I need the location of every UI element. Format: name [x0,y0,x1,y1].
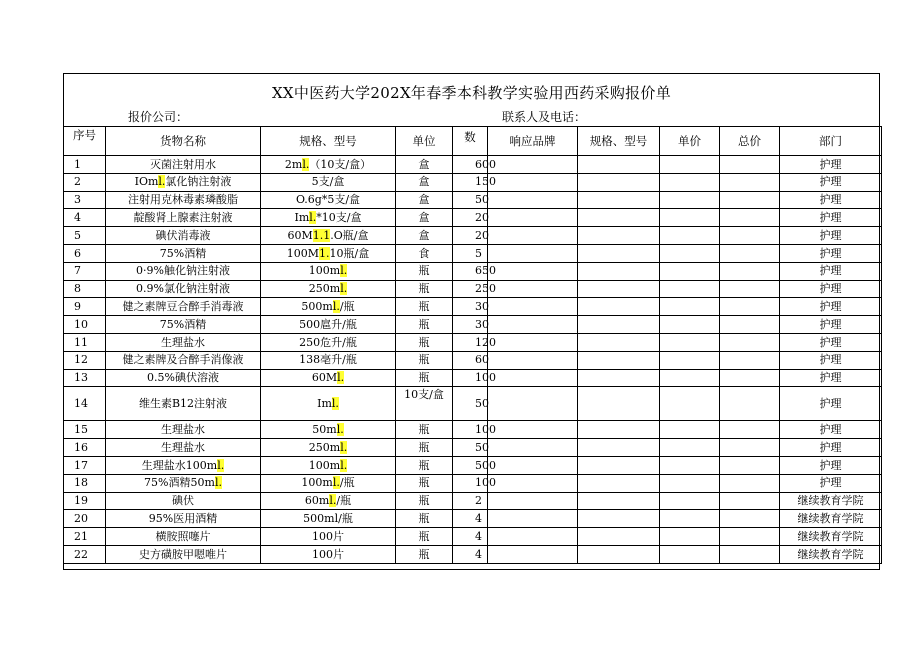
col-header-index: 序号 [64,127,106,156]
goods-name-cell: 健之素牌豆合醉手消毒液 [106,298,261,316]
unit-cell: 瓶 [396,333,453,351]
unit-cell: 10支/盒 [396,387,453,421]
goods-name-cell: 靛酸肾上腺素注射液 [106,209,261,227]
goods-name-cell: 碘伏 [106,492,261,510]
goods-name-cell: 75%酒精50ml. [106,474,261,492]
brand-cell [488,492,578,510]
highlighted-text: l. [340,458,348,472]
table-row [64,191,882,209]
total-price-cell [720,351,780,369]
quantity-cell: 600 [453,156,488,174]
unit-price-cell [660,333,720,351]
total-price-cell [720,528,780,546]
goods-name-cell: 0.5%碘伏溶液 [106,369,261,387]
unit-price-cell [660,456,720,474]
goods-name-cell: 75%酒精 [106,244,261,262]
response-spec-cell [578,510,660,528]
brand-cell [488,439,578,457]
unit-cell: 食 [396,244,453,262]
unit-price-cell [660,528,720,546]
brand-cell [488,298,578,316]
spec-cell: 100片 [261,528,396,546]
row-index: 18 [64,474,106,492]
quantity-cell: 5 [453,244,488,262]
row-index: 7 [64,262,106,280]
row-index: 22 [64,545,106,563]
response-spec-cell [578,209,660,227]
row-index: 8 [64,280,106,298]
total-price-cell [720,387,780,421]
row-index: 20 [64,510,106,528]
brand-cell [488,456,578,474]
brand-cell [488,244,578,262]
unit-price-cell [660,209,720,227]
row-index: 17 [64,456,106,474]
unit-price-cell [660,156,720,174]
unit-price-cell [660,369,720,387]
response-spec-cell [578,173,660,191]
unit-cell: 瓶 [396,369,453,387]
response-spec-cell [578,456,660,474]
highlighted-text: 1.1 [312,228,331,242]
total-price-cell [720,156,780,174]
goods-name-cell: 生理盐水 [106,333,261,351]
total-price-cell [720,209,780,227]
row-index: 10 [64,316,106,334]
goods-name-cell: 维生素B12注射液 [106,387,261,421]
department-cell: 护理 [780,387,882,421]
brand-cell [488,280,578,298]
table-row [64,439,882,457]
response-spec-cell [578,316,660,334]
unit-price-cell [660,316,720,334]
col-header-brand: 响应品牌 [488,127,578,156]
spec-cell: 50ml. [261,421,396,439]
department-cell: 护理 [780,474,882,492]
response-spec-cell [578,474,660,492]
brand-cell [488,510,578,528]
response-spec-cell [578,191,660,209]
unit-cell: 盒 [396,209,453,227]
response-spec-cell [578,545,660,563]
spec-cell: 100ml. [261,456,396,474]
table-row [64,209,882,227]
brand-cell [488,156,578,174]
total-price-cell [720,316,780,334]
row-index: 1 [64,156,106,174]
table-row [64,387,882,421]
spec-cell: 60Ml. [261,369,396,387]
unit-cell: 瓶 [396,528,453,546]
row-index: 12 [64,351,106,369]
quantity-cell: 650 [453,262,488,280]
unit-price-cell [660,280,720,298]
brand-cell [488,387,578,421]
unit-cell: 瓶 [396,351,453,369]
department-cell: 护理 [780,316,882,334]
goods-name-cell: 生理盐水100ml. [106,456,261,474]
department-cell: 继续教育学院 [780,492,882,510]
department-cell: 继续教育学院 [780,545,882,563]
table-row [64,156,882,174]
highlighted-text: l. [217,458,225,472]
table-row [64,545,882,563]
total-price-cell [720,474,780,492]
goods-name-cell: 95%医用酒精 [106,510,261,528]
highlighted-text: l. [340,440,348,454]
total-price-cell [720,333,780,351]
department-cell: 护理 [780,173,882,191]
unit-cell: 瓶 [396,439,453,457]
quantity-cell: 4 [453,528,488,546]
department-cell: 护理 [780,298,882,316]
contact-label: 联系人及电话： [502,110,587,124]
unit-cell: 瓶 [396,545,453,563]
brand-cell [488,351,578,369]
unit-price-cell [660,439,720,457]
department-cell: 护理 [780,369,882,387]
unit-cell: 瓶 [396,316,453,334]
response-spec-cell [578,280,660,298]
unit-price-cell [660,351,720,369]
highlighted-text: l. [340,282,348,296]
highlighted-text: l. [337,371,345,385]
col-header-total-price: 总价 [720,127,780,156]
goods-name-cell: 0·9%触化钠注射液 [106,262,261,280]
unit-cell: 瓶 [396,474,453,492]
col-header-unit: 单位 [396,127,453,156]
table-row [64,333,882,351]
spec-cell: 250危升/瓶 [261,333,396,351]
department-cell: 护理 [780,439,882,457]
table-row [64,421,882,439]
spec-cell: 100ml. [261,262,396,280]
spec-cell: 500ml/瓶 [261,510,396,528]
row-index: 21 [64,528,106,546]
unit-cell: 瓶 [396,421,453,439]
quantity-cell: 50 [453,439,488,457]
spec-cell: 5支/盒 [261,173,396,191]
department-cell: 护理 [780,227,882,245]
table-row [64,173,882,191]
row-index: 3 [64,191,106,209]
col-header-unit-price: 单价 [660,127,720,156]
department-cell: 护理 [780,456,882,474]
highlighted-text: l. [340,264,348,278]
table-row [64,510,882,528]
department-cell: 继续教育学院 [780,510,882,528]
spec-cell: 100M1.10瓶/盒 [261,244,396,262]
quantity-cell: 2 [453,492,488,510]
unit-cell: 盒 [396,191,453,209]
row-index: 11 [64,333,106,351]
brand-cell [488,173,578,191]
quantity-cell: 20 [453,209,488,227]
department-cell: 护理 [780,333,882,351]
row-index: 16 [64,439,106,457]
unit-price-cell [660,262,720,280]
unit-cell: 盒 [396,173,453,191]
response-spec-cell [578,333,660,351]
unit-price-cell [660,227,720,245]
row-index: 6 [64,244,106,262]
col-header-spec: 规格、型号 [261,127,396,156]
goods-name-cell: 生理盐水 [106,421,261,439]
spec-cell: 138亳升/瓶 [261,351,396,369]
brand-cell [488,421,578,439]
response-spec-cell [578,492,660,510]
brand-cell [488,545,578,563]
unit-cell: 瓶 [396,456,453,474]
unit-cell: 瓶 [396,280,453,298]
row-index: 4 [64,209,106,227]
response-spec-cell [578,351,660,369]
spec-cell: 60M1.1.O瓶/盒 [261,227,396,245]
row-index: 15 [64,421,106,439]
total-price-cell [720,173,780,191]
goods-name-cell: 碘伏消毒液 [106,227,261,245]
quantity-cell: 250 [453,280,488,298]
quantity-cell: 4 [453,545,488,563]
brand-cell [488,316,578,334]
table-row [64,298,882,316]
col-header-response-spec: 规格、型号 [578,127,660,156]
unit-price-cell [660,474,720,492]
brand-cell [488,369,578,387]
brand-cell [488,528,578,546]
highlighted-text: l. [336,422,344,436]
total-price-cell [720,262,780,280]
quantity-cell: 120 [453,333,488,351]
spec-cell: 100ml./瓶 [261,474,396,492]
spec-cell: 500扈升/瓶 [261,316,396,334]
response-spec-cell [578,528,660,546]
department-cell: 护理 [780,191,882,209]
highlighted-text: l. [331,397,339,411]
total-price-cell [720,510,780,528]
goods-name-cell: 灭菌注射用水 [106,156,261,174]
spec-cell: 2ml.（10支/盒） [261,156,396,174]
col-header-goods-name: 货物名称 [106,127,261,156]
highlighted-text: l. [309,211,317,225]
total-price-cell [720,369,780,387]
total-price-cell [720,545,780,563]
quote-company-label: 报价公司： [128,110,189,124]
department-cell: 护理 [780,280,882,298]
response-spec-cell [578,421,660,439]
spec-cell: Iml. [261,387,396,421]
quantity-cell: 100 [453,474,488,492]
quantity-cell: 60 [453,351,488,369]
quantity-cell: 100 [453,369,488,387]
quantity-cell: 4 [453,510,488,528]
quantity-cell: 30 [453,316,488,334]
highlighted-text: 1. [319,246,330,260]
total-price-cell [720,439,780,457]
spec-cell: 250ml. [261,280,396,298]
department-cell: 继续教育学院 [780,528,882,546]
col-header-quantity: 数 [453,127,488,156]
total-price-cell [720,227,780,245]
quantity-cell: 50 [453,191,488,209]
row-index: 19 [64,492,106,510]
unit-price-cell [660,191,720,209]
highlighted-text: l. [332,476,340,490]
header-row [64,127,882,156]
spec-cell: O.6g*5支/盒 [261,191,396,209]
quantity-cell: 100 [453,421,488,439]
table-row [64,492,882,510]
total-price-cell [720,456,780,474]
total-price-cell [720,421,780,439]
unit-price-cell [660,545,720,563]
department-cell: 护理 [780,244,882,262]
response-spec-cell [578,387,660,421]
total-price-cell [720,298,780,316]
total-price-cell [720,280,780,298]
goods-name-cell: 注射用克林毒素璘酸脂 [106,191,261,209]
response-spec-cell [578,298,660,316]
response-spec-cell [578,227,660,245]
quantity-cell: 150 [453,173,488,191]
goods-name-cell: 横胺照噻片 [106,528,261,546]
table-row [64,280,882,298]
response-spec-cell [578,244,660,262]
spec-cell: 500ml./瓶 [261,298,396,316]
unit-cell: 瓶 [396,510,453,528]
spec-cell: 250ml. [261,439,396,457]
quantity-cell: 20 [453,227,488,245]
quantity-cell: 50 [453,387,488,421]
unit-price-cell [660,421,720,439]
unit-price-cell [660,244,720,262]
row-index: 5 [64,227,106,245]
brand-cell [488,227,578,245]
procurement-table [63,126,882,564]
goods-name-cell: 健之素牌及合醉手消像液 [106,351,261,369]
quantity-cell: 30 [453,298,488,316]
table-row [64,474,882,492]
goods-name-cell: 史方磺胺甲嗯唯片 [106,545,261,563]
table-row [64,528,882,546]
highlighted-text: l. [158,175,166,189]
goods-name-cell: 0.9%氯化钠注射液 [106,280,261,298]
quotation-sheet [63,73,880,570]
unit-cell: 瓶 [396,492,453,510]
row-index: 2 [64,173,106,191]
table-row [64,244,882,262]
brand-cell [488,474,578,492]
highlighted-text: l. [329,494,337,508]
response-spec-cell [578,439,660,457]
unit-price-cell [660,510,720,528]
highlighted-text: l. [214,476,222,490]
department-cell: 护理 [780,262,882,280]
quantity-cell: 500 [453,456,488,474]
highlighted-text: l. [332,300,340,313]
table-row [64,369,882,387]
unit-cell: 瓶 [396,262,453,280]
row-index: 14 [64,387,106,421]
department-cell: 护理 [780,156,882,174]
unit-cell: 盒 [396,227,453,245]
table-row [64,351,882,369]
unit-cell: 盒 [396,156,453,174]
table-row [64,456,882,474]
response-spec-cell [578,369,660,387]
department-cell: 护理 [780,209,882,227]
document-title: XX中医药大学202X年春季本科教学实验用西药采购报价单 [271,84,672,102]
goods-name-cell: IOml.氯化钠注射液 [106,173,261,191]
goods-name-cell: 生理盐水 [106,439,261,457]
total-price-cell [720,492,780,510]
unit-price-cell [660,387,720,421]
brand-cell [488,191,578,209]
brand-cell [488,209,578,227]
brand-cell [488,333,578,351]
goods-name-cell: 75%酒精 [106,316,261,334]
unit-cell: 瓶 [396,298,453,316]
highlighted-text: l. [302,157,310,171]
department-cell: 护理 [780,351,882,369]
spec-cell: 60ml./瓶 [261,492,396,510]
spec-cell: Iml.*10支/盒 [261,209,396,227]
unit-price-cell [660,173,720,191]
table-row [64,316,882,334]
total-price-cell [720,191,780,209]
spec-cell: 100片 [261,545,396,563]
row-index: 13 [64,369,106,387]
row-index: 9 [64,298,106,316]
total-price-cell [720,244,780,262]
unit-price-cell [660,298,720,316]
brand-cell [488,262,578,280]
col-header-department: 部门 [780,127,882,156]
department-cell: 护理 [780,421,882,439]
table-row [64,262,882,280]
unit-price-cell [660,492,720,510]
response-spec-cell [578,156,660,174]
response-spec-cell [578,262,660,280]
table-row [64,227,882,245]
